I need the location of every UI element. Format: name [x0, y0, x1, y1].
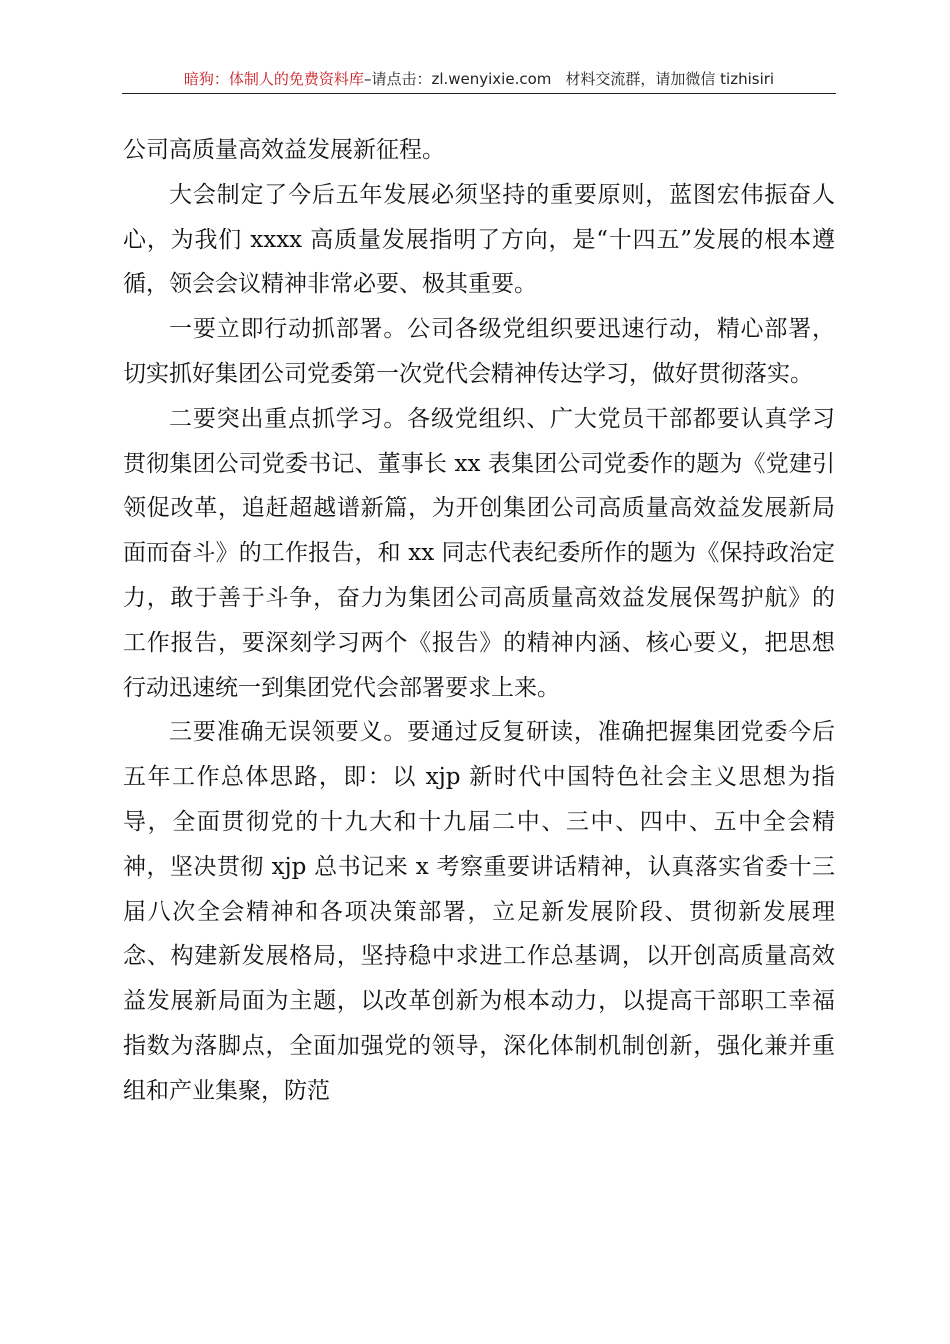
header-click-label: –请点击： — [363, 70, 432, 88]
document-body — [123, 128, 835, 1114]
paragraph-point-one: 一要立即行动抓部署。公司各级党组织要迅速行动，精心部署，切实抓好集团公司党委第一次党代会精神传达学习，做好贯彻落实。 — [123, 316, 835, 387]
page-header — [122, 66, 836, 94]
header-site-label: 暗狗：体制人的免费资料库 — [183, 70, 364, 88]
header-url-link[interactable]: zl.wenyixie.com — [431, 70, 552, 88]
header-group-note: 材料交流群，请加微信 tizhisiri — [565, 70, 775, 88]
paragraph-principles: 大会制定了今后五年发展必须坚持的重要原则，蓝图宏伟振奋人心，为我们 xxxx 高质量发展指明了方向，是“十四五”发展的根本遵循，领会会议精神非常必要、极其重要。 — [123, 181, 835, 298]
paragraph-point-two: 二要突出重点抓学习。各级党组织、广大党员干部都要认真学习贯彻集团公司党委书记、董事长 xx 表集团公司党委作的题为《党建引领促改革，追赶超越谱新篇，为开创集团公司高质量高效益发展新局面而奋斗》的工作报告，和 xx 同志代表纪委所作的题为《保持政治定力，敢于善于斗争，奋力为集团公司高质量高效益发展保驾护航》的工作报告，要深刻学习两个《报告》的精神内涵、核心要义，把思想行动迅速统一到集团党代会部署要求上来。 — [123, 405, 835, 701]
paragraph-continued: 公司高质量高效益发展新征程。 — [123, 137, 445, 163]
paragraph-point-three: 三要准确无误领要义。要通过反复研读，准确把握集团党委今后五年工作总体思路，即：以 xjp 新时代中国特色社会主义思想为指导，全面贯彻党的十九大和十九届二中、三中、四中、五中全会精神，坚决贯彻 xjp 总书记来 x 考察重要讲话精神，认真落实省委十三届八次全会精神和各项决策部署，立足新发展阶段、贯彻新发展理念、构建新发展格局，坚持稳中求进工作总基调，以开创高质量高效益发展新局面为主题，以改革创新为根本动力，以提高干部职工幸福指数为落脚点，全面加强党的领导，深化体制机制创新，强化兼并重组和产业集聚，防范 — [123, 719, 835, 1104]
